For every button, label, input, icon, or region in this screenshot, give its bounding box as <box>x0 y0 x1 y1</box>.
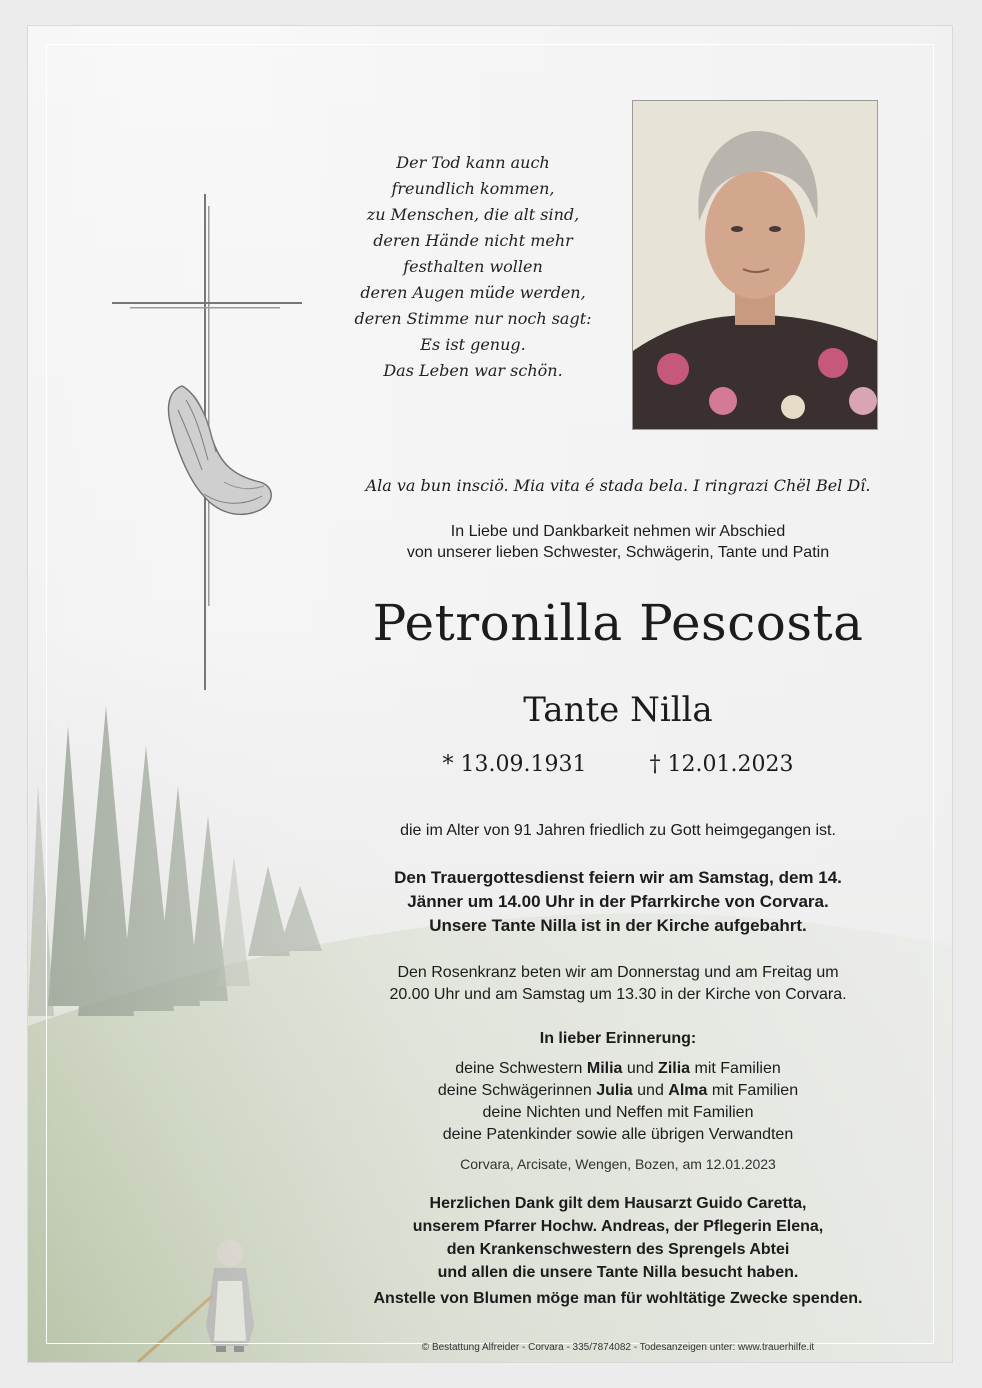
family-line-godchildren: deine Patenkinder sowie alle übrigen Verwandten <box>442 1126 794 1143</box>
poem-line: deren Hände nicht mehr <box>373 231 573 250</box>
life-dates <box>318 752 918 777</box>
intro-line: In Liebe und Dankbarkeit nehmen wir Abschied <box>450 523 786 540</box>
family-name: Julia <box>596 1082 633 1099</box>
poem-line: Das Leben war schön. <box>383 361 563 380</box>
family-text: mit Familien <box>690 1060 781 1077</box>
thanks-line: und allen die unsere Tante Nilla besucht haben. <box>437 1264 799 1281</box>
service-line: Unsere Tante Nilla ist in der Kirche aufgebahrt. <box>429 916 807 935</box>
death-date: † 12.01.2023 <box>649 752 794 777</box>
family-name: Zilia <box>658 1060 691 1077</box>
poem-line: Es ist genug. <box>420 335 526 354</box>
footer-credit: © Bestattung Alfreider - Corvara - 335/7874082 - Todesanzeigen unter: www.trauerhilfe.it <box>421 1342 815 1353</box>
rosary-info <box>318 962 918 1006</box>
poem-line: deren Augen müde werden, <box>360 283 586 302</box>
place-and-date: Corvara, Arcisate, Wengen, Bozen, am 12.01.2023 <box>460 1156 776 1172</box>
funeral-service-info <box>318 866 918 938</box>
ladin-quote: Ala va bun insciö. Mia vita é stada bela. I ringrazi Chël Bel Dî. <box>365 476 871 495</box>
poem-line: Der Tod kann auch <box>396 153 550 172</box>
poem-line: deren Stimme nur noch sagt: <box>354 309 592 328</box>
family-text: mit Familien <box>707 1082 799 1099</box>
family-list <box>318 1058 918 1146</box>
birth-date: * 13.09.1931 <box>442 752 587 777</box>
poem-line: freundlich kommen, <box>391 179 555 198</box>
thanks-text <box>318 1192 918 1284</box>
family-line-sisters <box>318 1058 918 1080</box>
poem-line: festhalten wollen <box>403 257 543 276</box>
thanks-line: unserem Pfarrer Hochw. Andreas, der Pflegerin Elena, <box>412 1218 824 1235</box>
family-text: und <box>622 1060 659 1077</box>
obituary-sheet <box>28 26 952 1362</box>
family-line-nieces: deine Nichten und Neffen mit Familien <box>482 1104 754 1121</box>
deceased-name: Petronilla Pescosta <box>372 594 864 652</box>
memory-heading: In lieber Erinnerung: <box>539 1030 697 1047</box>
poem-line: zu Menschen, die alt sind, <box>366 205 580 224</box>
service-line: Den Trauergottesdienst feiern wir am Samstag, dem 14. <box>394 868 842 887</box>
deceased-nickname: Tante Nilla <box>523 690 713 730</box>
service-line: Jänner um 14.00 Uhr in der Pfarrkirche von Corvara. <box>407 892 829 911</box>
thanks-line: den Krankenschwestern des Sprengels Abtei <box>446 1241 790 1258</box>
rosary-line: Den Rosenkranz beten wir am Donnerstag und am Freitag um <box>397 964 839 981</box>
family-name: Alma <box>668 1082 708 1099</box>
family-line-sisters-in-law <box>318 1080 918 1102</box>
family-text: deine Schwägerinnen <box>437 1082 597 1099</box>
rosary-line: 20.00 Uhr und am Samstag um 13.30 in der Kirche von Corvara. <box>389 986 847 1003</box>
intro-text <box>318 521 918 563</box>
intro-line: von unserer lieben Schwester, Schwägerin, Tante und Patin <box>406 544 830 561</box>
poem <box>328 150 618 384</box>
cross-with-praying-hands-icon <box>112 194 302 690</box>
age-statement: die im Alter von 91 Jahren friedlich zu Gott heimgegangen ist. <box>400 822 836 839</box>
portrait-photo <box>632 100 878 430</box>
flowers-request: Anstelle von Blumen möge man für wohltätige Zwecke spenden. <box>373 1290 863 1307</box>
thanks-line: Herzlichen Dank gilt dem Hausarzt Guido Caretta, <box>429 1195 807 1212</box>
family-text: und <box>632 1082 669 1099</box>
family-text: deine Schwestern <box>455 1060 587 1077</box>
family-name: Milia <box>586 1060 623 1077</box>
